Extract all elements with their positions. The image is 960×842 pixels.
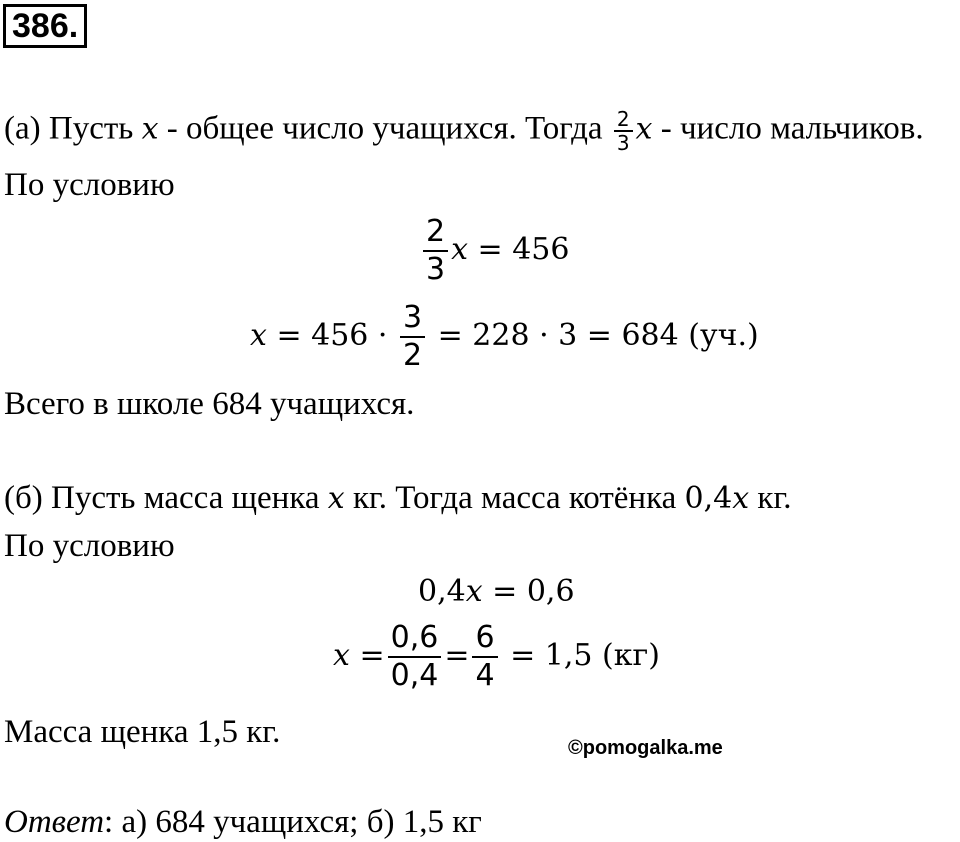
var-x: x — [250, 318, 267, 353]
fraction-two-thirds — [423, 214, 448, 288]
equation-rhs: = 1,5 (кг) — [500, 638, 660, 673]
var-x: x — [732, 481, 750, 516]
part-b-label: (б) Пусть масса щенка — [4, 480, 328, 516]
equals-sign: = — [444, 638, 470, 673]
part-a-intro-mid: - общее число учащихся. Тогда — [158, 110, 611, 147]
coefficient: 0,4 — [418, 574, 466, 609]
part-b-equation-2 — [333, 620, 660, 694]
part-b-conclusion: Масса щенка 1,5 кг. — [4, 714, 281, 750]
part-a-conclusion: Всего в школе 684 учащихся. — [4, 386, 415, 422]
part-a-equation-1 — [420, 214, 570, 288]
answer-label: Ответ — [4, 804, 105, 840]
fraction-denominator: 3 — [616, 131, 630, 155]
fraction-two-thirds — [614, 108, 633, 154]
var-x: x — [465, 574, 483, 609]
fraction-numerator: 6 — [472, 620, 497, 658]
equation-rhs: = 0,6 — [482, 574, 575, 609]
var-x: x — [451, 232, 469, 267]
part-b-equation-1 — [418, 574, 575, 609]
fraction-six-fourths — [472, 620, 497, 694]
problem-number: 386. — [3, 4, 87, 48]
var-x: x — [635, 111, 653, 147]
part-b-intro-end: кг. — [749, 480, 792, 516]
part-b-intro-mid: кг. Тогда масса котёнка — [344, 480, 685, 516]
part-a-intro-end: - число мальчиков. — [652, 110, 924, 147]
fraction-numerator: 3 — [400, 300, 425, 338]
equation-rhs: = 228 · 3 = 684 (уч.) — [428, 318, 759, 353]
part-a-label: (а) Пусть — [4, 110, 142, 147]
var-x: x — [327, 481, 345, 516]
equation-lhs: = 456 · — [266, 318, 397, 353]
answer-line — [4, 802, 482, 842]
fraction-denominator: 2 — [403, 338, 423, 373]
fraction-denominator: 3 — [426, 252, 446, 287]
part-a-intro — [4, 108, 924, 154]
part-b-intro — [4, 478, 792, 519]
equation-rhs: = 456 — [468, 232, 570, 267]
fraction-denominator: 0,4 — [390, 658, 439, 693]
part-a-equation-2 — [250, 300, 759, 374]
answer-text: : а) 684 учащихся; б) 1,5 кг — [104, 804, 482, 840]
watermark: ©pomogalka.me — [568, 737, 723, 759]
fraction-three-halves — [400, 300, 425, 374]
fraction-numerator: 2 — [614, 108, 633, 132]
part-a-condition: По условию — [4, 167, 175, 203]
fraction-0-6-over-0-4 — [388, 620, 442, 694]
fraction-denominator: 4 — [475, 658, 495, 693]
var-x: x — [333, 638, 350, 673]
fraction-numerator: 2 — [423, 214, 448, 252]
fraction-numerator: 0,6 — [388, 620, 442, 658]
equals-sign: = — [349, 638, 385, 673]
part-b-condition: По условию — [4, 528, 175, 564]
var-x: x — [141, 111, 159, 147]
coefficient: 0,4 — [684, 481, 733, 516]
